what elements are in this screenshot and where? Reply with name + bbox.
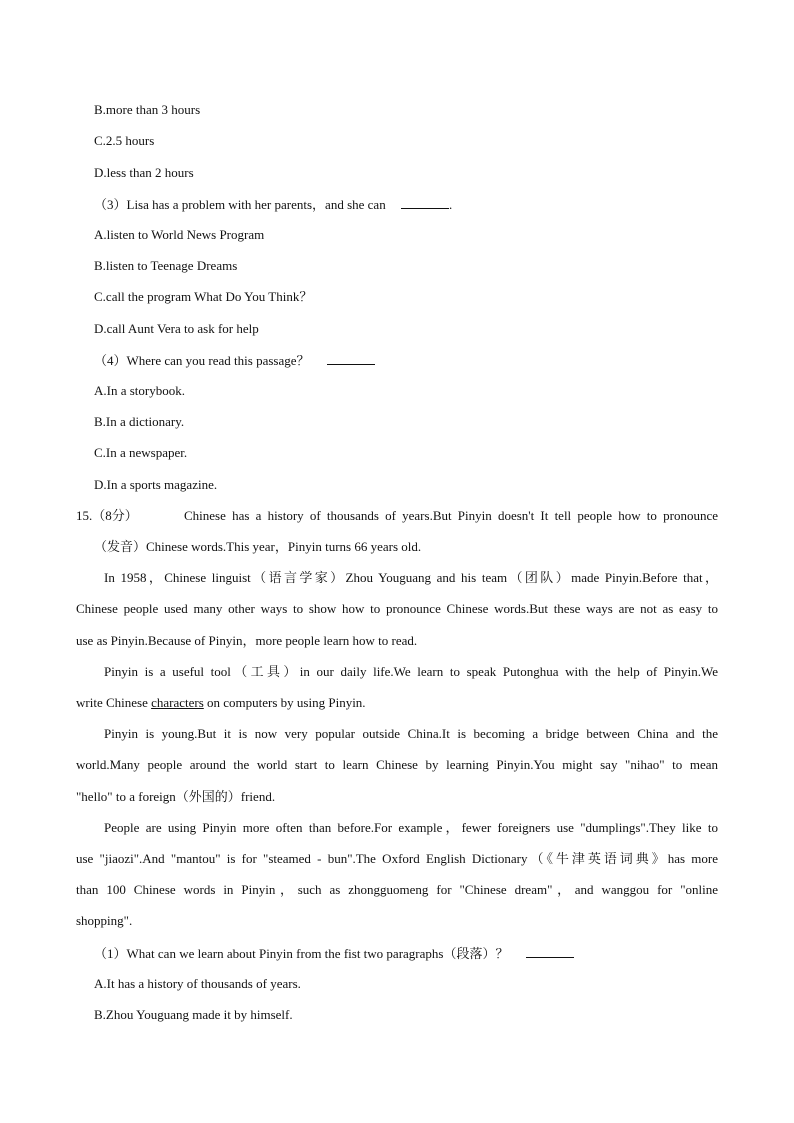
q15-p4-line3: "hello" to a foreign（外国的）friend. xyxy=(76,789,276,804)
answer-blank xyxy=(526,945,574,958)
q15-p1-line1: Chinese has a history of thousands of years.But Pinyin doesn't It tell people how to pronounce xyxy=(184,508,718,523)
q14-2-option-b: B.more than 3 hours xyxy=(94,102,201,117)
q15-p5-line4: shopping". xyxy=(76,913,133,928)
q14-3-stem-text: （3）Lisa has a problem with her parents，and she can xyxy=(94,197,386,212)
q14-4-option-d: D.In a sports magazine. xyxy=(94,477,218,492)
q15-1-option-a: A.It has a history of thousands of years. xyxy=(94,976,301,991)
q14-4-option-a: A.In a storybook. xyxy=(94,383,185,398)
q15-1-option-b: B.Zhou Youguang made it by himself. xyxy=(94,1007,293,1022)
q15-p4-line2: world.Many people around the world start to learn Chinese by learning Pinyin.You might say "nihao" to mean xyxy=(76,757,718,772)
q15-1-stem-text: （1）What can we learn about Pinyin from the fist two paragraphs（段落）？ xyxy=(94,946,509,961)
q14-2-option-d: D.less than 2 hours xyxy=(94,165,194,180)
q14-3-option-c: C.call the program What Do You Think？ xyxy=(94,289,313,304)
q14-3-stem xyxy=(94,196,452,213)
q15-p2-line3: use as Pinyin.Because of Pinyin，more people learn how to read. xyxy=(76,633,418,648)
q15-number: 15.（8分） xyxy=(76,508,138,523)
q15-p5-line1: People are using Pinyin more often than before.For example，fewer foreigners use "dumplings".They like to xyxy=(104,820,718,835)
q15-p1-line2: （发音）Chinese words.This year，Pinyin turns 66 years old. xyxy=(94,539,422,554)
q15-p3-line2-post: on computers by using Pinyin. xyxy=(207,695,366,710)
q14-3-option-b: B.listen to Teenage Dreams xyxy=(94,258,238,273)
answer-blank xyxy=(327,352,375,365)
q14-3-stem-end: . xyxy=(448,197,453,212)
q14-4-stem xyxy=(94,352,375,369)
q15-p3-line1: Pinyin is a useful tool（工具）in our daily life.We learn to speak Putonghua with the help of Pinyin.We xyxy=(104,664,718,679)
q14-2-option-c: C.2.5 hours xyxy=(94,133,155,148)
underlined-word: characters xyxy=(151,695,204,710)
q15-p2-line2: Chinese people used many other ways to show how to pronounce Chinese words.But these ways are not as easy to xyxy=(76,601,718,616)
q14-4-stem-text: （4）Where can you read this passage？ xyxy=(94,353,310,368)
q14-4-option-c: C.In a newspaper. xyxy=(94,445,188,460)
q14-4-option-b: B.In a dictionary. xyxy=(94,414,185,429)
q14-3-option-d: D.call Aunt Vera to ask for help xyxy=(94,321,259,336)
answer-blank xyxy=(401,196,449,209)
q15-p3-line2-pre: write Chinese xyxy=(76,695,148,710)
q15-p5-line2: use "jiaozi".And "mantou" is for "steamed - bun".The Oxford English Dictionary（《牛津英语词典》has more xyxy=(76,851,718,866)
q15-p3-line2 xyxy=(76,695,366,711)
q15-p4-line1: Pinyin is young.But it is now very popular outside China.It is becoming a bridge between China and the xyxy=(104,726,718,741)
q14-3-option-a: A.listen to World News Program xyxy=(94,227,265,242)
q15-p5-line3: than 100 Chinese words in Pinyin，such as zhongguomeng for "Chinese dream"，and wanggou for "online xyxy=(76,882,718,897)
q15-1-stem xyxy=(94,945,574,962)
q15-p2-line1: In 1958，Chinese linguist（语言学家）Zhou Youguang and his team（团队）made Pinyin.Before that， xyxy=(104,570,718,585)
